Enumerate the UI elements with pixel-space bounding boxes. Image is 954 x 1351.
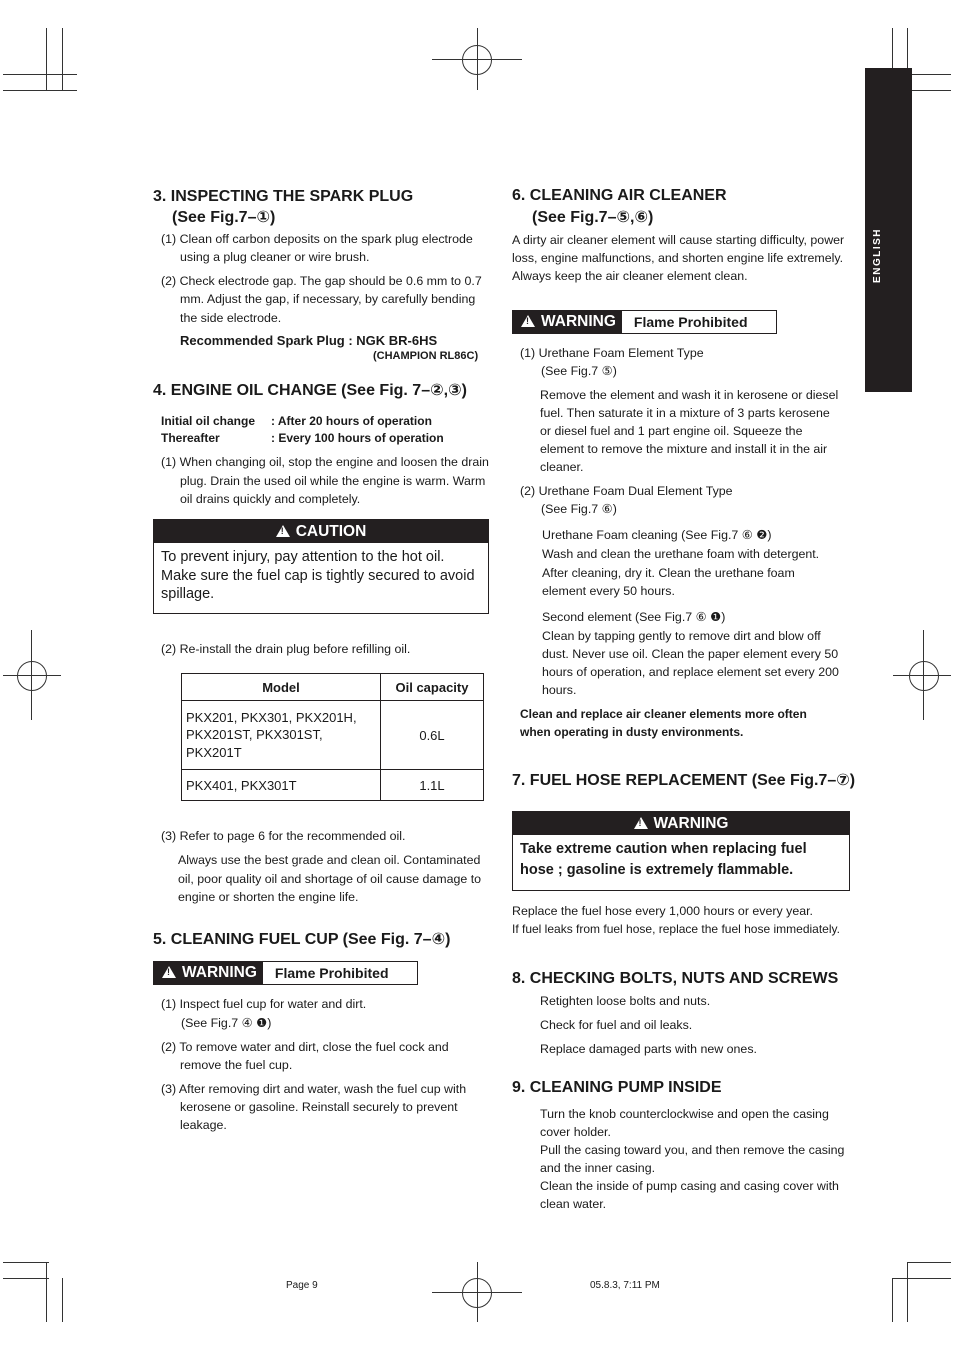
sec5-item-3-cont: leakage.: [180, 1118, 227, 1132]
sec6-type-1-text: element to remove the mixture and install it in the air: [540, 442, 828, 456]
sec5-item-2-cont: remove the fuel cup.: [180, 1058, 293, 1072]
sec6-second-text: dust. Never use oil. Clean the paper element every 50: [542, 647, 839, 661]
table-header-row: [182, 674, 484, 701]
sec6-type-1-text: fuel. Then saturate it in a mixture of 3 parts kerosene: [540, 406, 830, 420]
sec6-foam-text: After cleaning, dry it. Clean the urethane foam: [542, 566, 795, 580]
sec5-item-2: (2) To remove water and dirt, close the fuel cock and: [161, 1040, 449, 1054]
table-header: Model: [182, 674, 381, 701]
sec4-item-3: (3) Refer to page 6 for the recommended oil.: [161, 829, 406, 843]
sec4-item-2: (2) Re-install the drain plug before refilling oil.: [161, 642, 411, 656]
thereafter-label: Thereafter: [161, 431, 220, 445]
sec5-item-1: (1) Inspect fuel cup for water and dirt.: [161, 997, 367, 1011]
sec6-intro: loss, engine malfunctions, and shorten engine life extremely.: [512, 251, 844, 265]
sec4-item-1-cont: oil drains quickly and completely.: [180, 492, 361, 506]
warning-triangle-icon: [162, 966, 176, 978]
sec9-text: Turn the knob counterclockwise and open the casing: [540, 1107, 829, 1121]
registration-mark: [923, 630, 924, 720]
language-tab-label: ENGLISH: [872, 228, 883, 283]
registration-mark: [893, 675, 951, 676]
oil-capacity-table: [181, 673, 484, 801]
section-3-title: 3. INSPECTING THE SPARK PLUG: [153, 188, 414, 205]
recommended-spark-plug: Recommended Spark Plug : NGK BR-6HS: [180, 333, 438, 348]
crop-mark: [62, 1278, 63, 1322]
thereafter-value: : Every 100 hours of operation: [271, 431, 444, 445]
crop-mark: [907, 1262, 951, 1263]
warning-label: !WARNING: [154, 962, 263, 984]
warning-triangle-icon: [521, 315, 535, 327]
warning-triangle-icon: [276, 525, 290, 537]
warning-header: !WARNING: [513, 812, 849, 835]
sec4-item-1: (1) When changing oil, stop the engine and loosen the drain: [161, 455, 489, 469]
crop-mark: [3, 74, 77, 75]
sec6-second-element: Second element (See Fig.7 ⑥ ❶): [542, 610, 726, 624]
sec6-foam-text: Wash and clean the urethane foam with detergent.: [542, 547, 820, 561]
table-row: [182, 770, 484, 801]
section-7-title: 7. FUEL HOSE REPLACEMENT (See Fig.7–⑦): [512, 772, 856, 789]
sec4-note: oil, poor quality oil and shortage of oil cause damage to: [178, 872, 482, 886]
section-8-title: 8. CHECKING BOLTS, NUTS AND SCREWS: [512, 970, 839, 987]
initial-oil-value: : After 20 hours of operation: [271, 414, 432, 428]
crop-mark: [46, 1262, 47, 1322]
table-cell: PKX401, PKX301T: [182, 770, 381, 801]
crop-mark: [3, 1262, 49, 1263]
sec9-text: clean water.: [540, 1197, 607, 1211]
sec6-intro: A dirty air cleaner element will cause starting difficulty, power: [512, 233, 845, 247]
caution-box: [153, 519, 489, 614]
sec3-item-1: (1) Clean off carbon deposits on the spark plug electrode: [161, 232, 473, 246]
sec4-item-1-cont: plug. Drain the used oil while the engine is warm. Warm: [180, 474, 486, 488]
sec5-item-3: (3) After removing dirt and water, wash the fuel cup with: [161, 1082, 467, 1096]
warning-flame-bar: [512, 310, 777, 334]
sec9-text: cover holder.: [540, 1125, 611, 1139]
section-5-title: 5. CLEANING FUEL CUP (See Fig. 7–④): [153, 931, 451, 948]
sec9-text: Clean the inside of pump casing and casing cover with: [540, 1179, 839, 1193]
sec6-note: when operating in dusty environments.: [520, 725, 744, 739]
sec3-item-2: (2) Check electrode gap. The gap should be 0.6 mm to 0.7: [161, 274, 482, 288]
registration-mark: [477, 28, 478, 90]
fuel-hose-warning-box: [512, 811, 850, 891]
warning-label: !WARNING: [513, 311, 622, 333]
sec6-type-2: (2) Urethane Foam Dual Element Type: [520, 484, 733, 498]
champion-plug: (CHAMPION RL86C): [373, 350, 479, 362]
sec6-type-1-text: or diesel fuel and 1 part engine oil. Squeeze the: [540, 424, 803, 438]
sec6-intro: Always keep the air cleaner element clean.: [512, 269, 748, 283]
sec5-item-3-cont: kerosene or gasoline. Reinstall securely to prevent: [180, 1100, 458, 1114]
registration-mark: [17, 661, 47, 691]
sec7-text: Replace the fuel hose every 1,000 hours or every year.: [512, 904, 813, 918]
caution-header: !CAUTION: [154, 520, 488, 543]
section-6-subtitle: (See Fig.7–⑤,⑥): [532, 209, 654, 226]
sec3-item-2-cont: the side electrode.: [180, 311, 282, 325]
crop-mark: [3, 90, 77, 91]
crop-mark: [62, 28, 63, 90]
sec3-item-1-cont: using a plug cleaner or wire brush.: [180, 250, 370, 264]
registration-mark: [3, 675, 61, 676]
caution-text: To prevent injury, pay attention to the hot oil. Make sure the fuel cap is tightly secured to avoid spillage.: [161, 549, 475, 602]
sec8-item: Check for fuel and oil leaks.: [540, 1018, 693, 1032]
sec6-type-1: (1) Urethane Foam Element Type: [520, 346, 704, 360]
sec9-text: and the inner casing.: [540, 1161, 656, 1175]
crop-mark: [46, 28, 47, 90]
warning-triangle-icon: [634, 817, 648, 829]
registration-mark: [31, 630, 32, 720]
sec6-type-1-fig: (See Fig.7 ⑤): [541, 364, 617, 378]
flame-prohibited-label: Flame Prohibited: [633, 314, 748, 330]
table-header: Oil capacity: [381, 674, 484, 701]
sec7-text: If fuel leaks from fuel hose, replace the fuel hose immediately.: [512, 922, 840, 936]
crop-mark: [907, 1262, 908, 1322]
sec6-type-2-fig: (See Fig.7 ⑥): [541, 502, 617, 516]
section-3-subtitle: (See Fig.7–①): [172, 209, 276, 226]
table-cell: 1.1L: [381, 770, 484, 801]
table-row: [182, 701, 484, 770]
sec6-type-1-text: Remove the element and wash it in kerosene or diesel: [540, 388, 839, 402]
sec6-foam-cleaning: Urethane Foam cleaning (See Fig.7 ⑥ ❷): [542, 528, 772, 542]
sec6-second-text: hours.: [542, 683, 577, 697]
initial-oil-label: Initial oil change: [161, 414, 256, 428]
sec8-item: Retighten loose bolts and nuts.: [540, 994, 711, 1008]
table-cell: PKX201, PKX301, PKX201H, PKX201ST, PKX301ST, PKX201T: [182, 701, 381, 770]
sec6-second-text: hours of operation, and replace element set every 200: [542, 665, 839, 679]
section-9-title: 9. CLEANING PUMP INSIDE: [512, 1079, 722, 1096]
sec8-item: Replace damaged parts with new ones.: [540, 1042, 757, 1056]
page-number: Page 9: [286, 1280, 318, 1291]
registration-mark: [477, 1262, 478, 1322]
sec6-second-text: Clean by tapping gently to remove dirt and blow off: [542, 629, 821, 643]
section-6-title: 6. CLEANING AIR CLEANER: [512, 187, 727, 204]
registration-mark: [909, 661, 939, 691]
warning-flame-bar: [153, 961, 418, 985]
table-cell: 0.6L: [381, 701, 484, 770]
crop-mark: [892, 1278, 893, 1322]
sec6-foam-text: element every 50 hours.: [542, 584, 675, 598]
sec3-item-2-cont: mm. Adjust the gap, if necessary, by carefully bending: [180, 292, 476, 306]
warning-text: Take extreme caution when replacing fuel hose ; gasoline is extremely flammable.: [520, 841, 807, 878]
sec5-item-1-cont: (See Fig.7 ④ ❶): [181, 1016, 272, 1030]
section-4-title: 4. ENGINE OIL CHANGE (See Fig. 7–②,③): [153, 382, 467, 399]
sec6-note: Clean and replace air cleaner elements more often: [520, 707, 807, 721]
sec6-type-1-text: cleaner.: [540, 460, 584, 474]
print-stamp: 05.8.3, 7:11 PM: [590, 1280, 660, 1291]
sec4-note: engine or shorten the engine life.: [178, 890, 359, 904]
crop-mark: [3, 1278, 49, 1279]
sec4-note: Always use the best grade and clean oil. Contaminated: [178, 853, 481, 867]
crop-mark: [892, 1278, 951, 1279]
sec9-text: Pull the casing toward you, and then remove the casing: [540, 1143, 845, 1157]
flame-prohibited-label: Flame Prohibited: [274, 965, 389, 981]
